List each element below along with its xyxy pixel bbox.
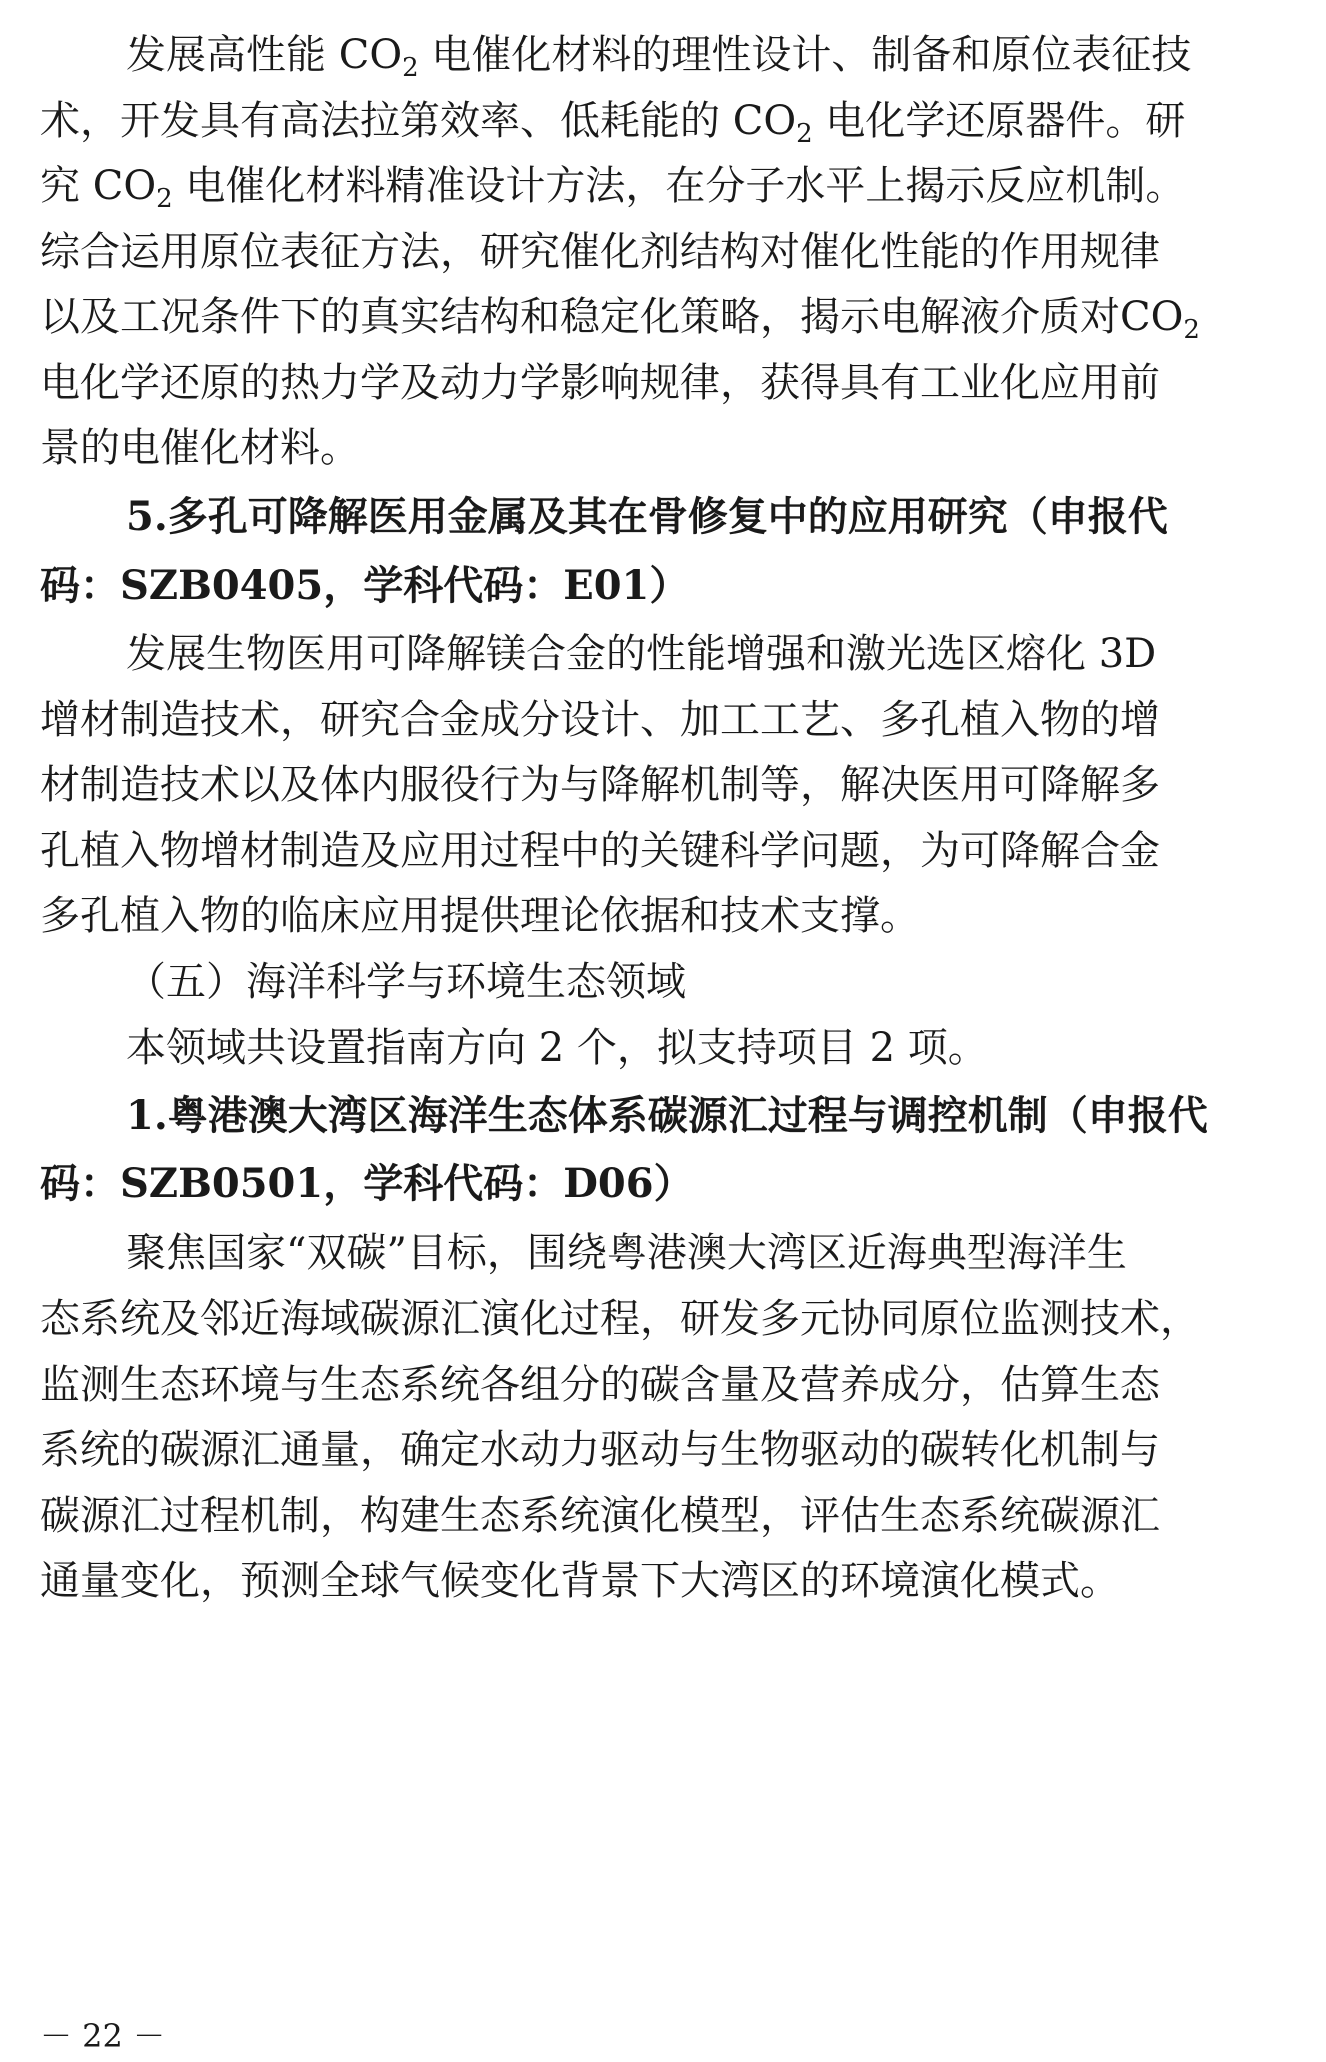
co2-paragraph-line: 电化学还原的热力学及动力学影响规律，获得具有工业化应用前 <box>40 360 1160 406</box>
section-five-summary: 本领域共设置指南方向 2 个，拟支持项目 2 项。 <box>126 1025 988 1071</box>
subscript: 2 <box>1183 315 1200 345</box>
item5-paragraph-line: 发展生物医用可降解镁合金的性能增强和激光选区熔化 3D <box>126 631 1157 677</box>
subscript: 2 <box>156 184 173 214</box>
text-run: 以及工况条件下的真实结构和稳定化策略，揭示电解液介质对CO <box>40 294 1184 340</box>
item5-paragraph-line: 孔植入物增材制造及应用过程中的关键科学问题，为可降解合金 <box>40 828 1160 874</box>
subscript: 2 <box>402 53 419 83</box>
item5-heading-line: 码：SZB0405，学科代码：E01） <box>40 562 690 609</box>
item1-paragraph-line: 监测生态环境与生态系统各组分的碳含量及营养成分，估算生态 <box>40 1362 1160 1408</box>
item5-paragraph-line: 增材制造技术，研究合金成分设计、加工工艺、多孔植入物的增 <box>40 697 1160 743</box>
subscript: 2 <box>796 119 813 149</box>
item1-paragraph-line: 通量变化，预测全球气候变化背景下大湾区的环境演化模式。 <box>40 1558 1120 1604</box>
text-run: 电化学还原器件。研 <box>812 98 1186 144</box>
text-run: 究 CO <box>40 163 157 209</box>
section-five-title: （五）海洋科学与环境生态领域 <box>126 959 686 1005</box>
text-run: 电催化材料的理性设计、制备和原位表征技 <box>418 32 1192 78</box>
item1-heading-line: 1.粤港澳大湾区海洋生态体系碳源汇过程与调控机制（申报代 <box>126 1092 1208 1139</box>
item1-paragraph-line: 聚焦国家“双碳”目标，围绕粤港澳大湾区近海典型海洋生 <box>126 1230 1127 1276</box>
item1-paragraph-line: 系统的碳源汇通量，确定水动力驱动与生物驱动的碳转化机制与 <box>40 1427 1160 1473</box>
item1-heading-line: 码：SZB0501，学科代码：D06） <box>40 1160 694 1207</box>
page-number: － 22 － <box>40 2017 166 2055</box>
text-run: 术，开发具有高法拉第效率、低耗能的 CO <box>40 98 797 144</box>
item1-paragraph-line: 态系统及邻近海域碳源汇演化过程，研发多元协同原位监测技术， <box>40 1296 1200 1342</box>
co2-paragraph-line: 景的电催化材料。 <box>40 425 360 471</box>
item5-heading-line: 5.多孔可降解医用金属及其在骨修复中的应用研究（申报代 <box>126 493 1168 540</box>
co2-paragraph-line: 综合运用原位表征方法，研究催化剂结构对催化性能的作用规律 <box>40 229 1160 275</box>
item1-paragraph-line: 碳源汇过程机制，构建生态系统演化模型，评估生态系统碳源汇 <box>40 1493 1160 1539</box>
text-run: 电催化材料精准设计方法，在分子水平上揭示反应机制。 <box>172 163 1186 209</box>
item5-paragraph-line: 多孔植入物的临床应用提供理论依据和技术支撑。 <box>40 893 920 939</box>
text-run: 发展高性能 CO <box>126 32 403 78</box>
item5-paragraph-line: 材制造技术以及体内服役行为与降解机制等，解决医用可降解多 <box>40 762 1160 808</box>
